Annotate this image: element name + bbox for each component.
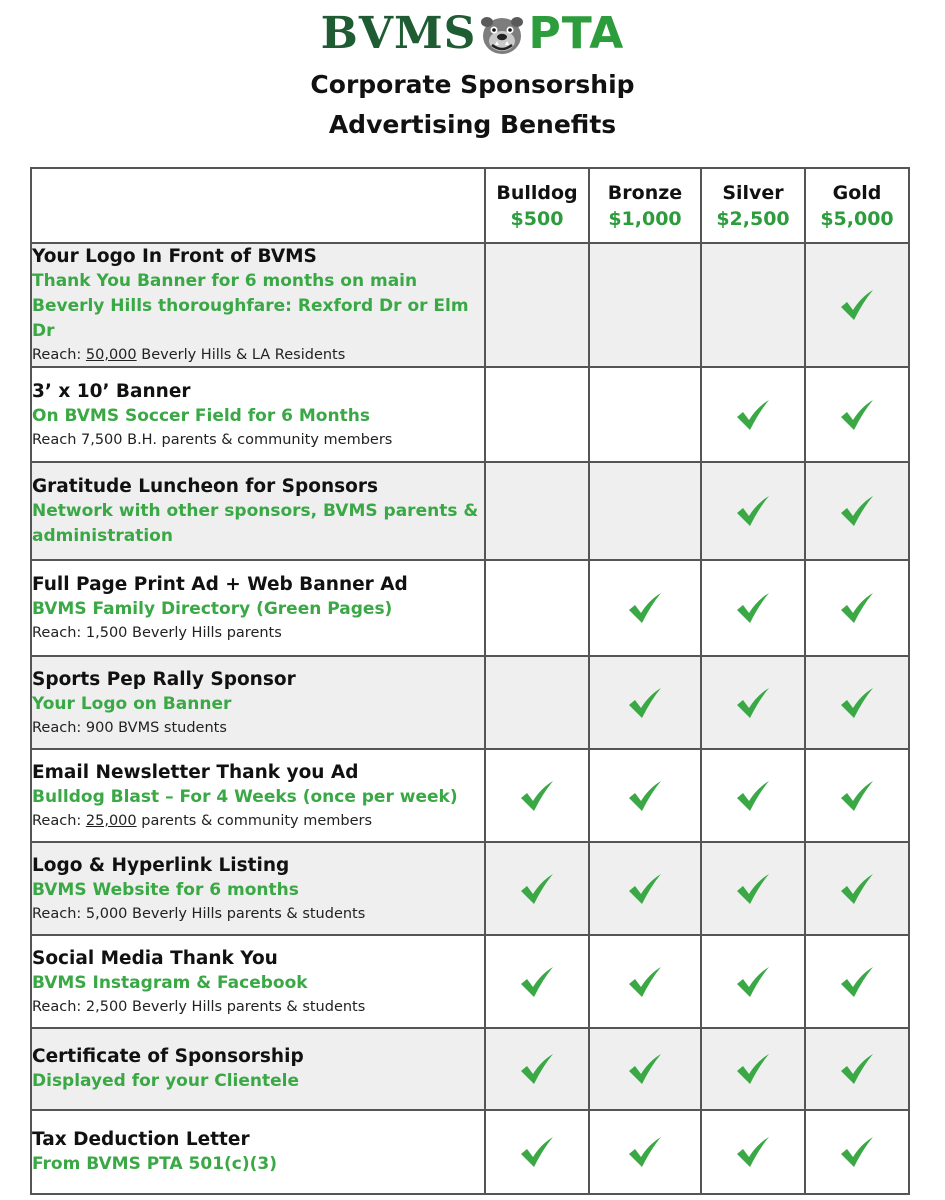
checkmark-icon	[626, 1052, 664, 1086]
tier-cell-bronze	[589, 462, 701, 560]
benefit-title: Your Logo In Front of BVMS	[32, 246, 317, 267]
tier-cell-bronze	[589, 1110, 701, 1194]
bulldog-icon	[478, 10, 526, 58]
benefit-cell	[31, 462, 485, 560]
tier-cell-bronze	[589, 560, 701, 656]
tier-name: Gold	[832, 181, 882, 204]
checkmark-icon	[838, 779, 876, 813]
reach-text: Reach: 1,500 Beverly Hills parents	[32, 625, 282, 641]
benefit-description: BVMS Website for 6 months	[32, 879, 299, 900]
tier-cell-bulldog	[485, 656, 589, 749]
tier-cell-bulldog	[485, 462, 589, 560]
tier-cell-silver	[701, 243, 805, 367]
checkmark-icon	[518, 1135, 556, 1169]
checkmark-icon	[734, 591, 772, 625]
checkmark-icon	[838, 1052, 876, 1086]
tier-price: $5,000	[820, 207, 894, 230]
reach-text: Reach:	[32, 347, 86, 363]
benefit-cell	[31, 367, 485, 462]
benefit-row	[31, 935, 909, 1028]
benefit-reach	[32, 903, 484, 925]
tier-cell-bronze	[589, 935, 701, 1028]
logo-text-pta: PTA	[528, 8, 625, 59]
benefit-title: Email Newsletter Thank you Ad	[32, 761, 359, 783]
checkmark-icon	[626, 591, 664, 625]
benefit-rows	[31, 243, 909, 1194]
tier-cell-bronze	[589, 842, 701, 935]
page-header	[0, 0, 945, 165]
tier-cell-bronze	[589, 243, 701, 367]
logo-text-bvms: BVMS	[320, 8, 477, 59]
benefit-cell	[31, 1110, 485, 1194]
checkmark-icon	[626, 965, 664, 999]
tier-cell-silver	[701, 935, 805, 1028]
benefit-cell	[31, 560, 485, 656]
blank-header-cell	[31, 168, 485, 243]
checkmark-icon	[734, 494, 772, 528]
tier-cell-bronze	[589, 1028, 701, 1110]
benefit-description: BVMS Instagram & Facebook	[32, 972, 308, 993]
reach-text: Reach: 900 BVMS students	[32, 719, 227, 736]
benefit-row	[31, 842, 909, 935]
benefit-row	[31, 749, 909, 842]
checkmark-icon	[838, 1135, 876, 1169]
tier-cell-gold	[805, 560, 909, 656]
tier-header-bronze	[589, 168, 701, 243]
checkmark-icon	[734, 872, 772, 906]
reach-text: Reach: 5,000 Beverly Hills parents & students	[32, 905, 366, 922]
tier-cell-gold	[805, 842, 909, 935]
benefit-title: Tax Deduction Letter	[32, 1129, 250, 1150]
tier-name: Bulldog	[496, 181, 578, 204]
tier-header-bulldog	[485, 168, 589, 243]
checkmark-icon	[518, 1052, 556, 1086]
checkmark-icon	[734, 1052, 772, 1086]
tier-cell-silver	[701, 1028, 805, 1110]
tier-cell-bulldog	[485, 842, 589, 935]
tier-cell-bulldog	[485, 1028, 589, 1110]
checkmark-icon	[518, 965, 556, 999]
benefit-description: Network with other sponsors, BVMS parents & administration	[32, 500, 479, 546]
benefit-cell	[31, 656, 485, 749]
benefit-title: Logo & Hyperlink Listing	[32, 854, 290, 876]
checkmark-icon	[838, 965, 876, 999]
reach-text: Reach:	[32, 812, 86, 829]
checkmark-icon	[734, 398, 772, 432]
tier-cell-gold	[805, 1110, 909, 1194]
sponsorship-table	[30, 167, 910, 1195]
benefit-description: BVMS Family Directory (Green Pages)	[32, 599, 393, 619]
checkmark-icon	[518, 779, 556, 813]
tier-header-gold	[805, 168, 909, 243]
checkmark-icon	[734, 686, 772, 720]
reach-text-suffix: parents & community members	[136, 812, 373, 829]
tier-price: $2,500	[716, 207, 790, 230]
tier-cell-gold	[805, 462, 909, 560]
reach-text: Reach: 2,500 Beverly Hills parents & students	[32, 998, 366, 1015]
benefit-cell	[31, 1028, 485, 1110]
checkmark-icon	[838, 591, 876, 625]
page-title-line2: Advertising Benefits	[328, 110, 617, 139]
tier-cell-bulldog	[485, 1110, 589, 1194]
benefit-reach	[32, 344, 484, 366]
tier-cell-silver	[701, 842, 805, 935]
tier-cell-bronze	[589, 367, 701, 462]
benefit-title: 3’ x 10’ Banner	[32, 380, 191, 402]
checkmark-icon	[734, 965, 772, 999]
benefit-cell	[31, 935, 485, 1028]
tier-cell-bronze	[589, 749, 701, 842]
checkmark-icon	[838, 288, 876, 322]
tier-cell-gold	[805, 243, 909, 367]
benefit-row	[31, 367, 909, 462]
benefit-description: Bulldog Blast – For 4 Weeks (once per week)	[32, 786, 458, 807]
benefit-reach	[32, 429, 484, 451]
benefit-row	[31, 462, 909, 560]
checkmark-icon	[838, 686, 876, 720]
tier-price: $1,000	[608, 207, 682, 230]
reach-number: 25,000	[85, 812, 137, 829]
tier-cell-bulldog	[485, 367, 589, 462]
checkmark-icon	[734, 779, 772, 813]
benefit-cell	[31, 842, 485, 935]
tier-cell-silver	[701, 749, 805, 842]
benefit-title: Gratitude Luncheon for Sponsors	[32, 475, 378, 497]
checkmark-icon	[626, 686, 664, 720]
checkmark-icon	[626, 779, 664, 813]
reach-number: 50,000	[85, 347, 137, 363]
benefit-row	[31, 656, 909, 749]
benefit-cell	[31, 243, 485, 367]
tier-header-row	[31, 168, 909, 243]
checkmark-icon	[626, 1135, 664, 1169]
tier-cell-silver	[701, 560, 805, 656]
bvms-pta-logo	[0, 6, 945, 62]
tier-price: $500	[510, 207, 564, 230]
benefit-row	[31, 243, 909, 367]
tier-cell-bulldog	[485, 243, 589, 367]
tier-name: Silver	[722, 181, 784, 204]
tier-cell-bulldog	[485, 749, 589, 842]
benefit-title: Social Media Thank You	[32, 947, 278, 969]
tier-cell-gold	[805, 656, 909, 749]
tier-name: Bronze	[607, 181, 683, 204]
benefit-cell	[31, 749, 485, 842]
tier-cell-gold	[805, 749, 909, 842]
benefit-row	[31, 1110, 909, 1194]
tier-cell-bronze	[589, 656, 701, 749]
benefit-description: From BVMS PTA 501(c)(3)	[32, 1154, 278, 1174]
tier-cell-silver	[701, 656, 805, 749]
benefit-title: Sports Pep Rally Sponsor	[32, 668, 296, 690]
checkmark-icon	[838, 872, 876, 906]
benefit-description: Your Logo on Banner	[32, 693, 232, 714]
tier-cell-gold	[805, 1028, 909, 1110]
checkmark-icon	[626, 872, 664, 906]
checkmark-icon	[734, 1135, 772, 1169]
reach-text-suffix: Beverly Hills & LA Residents	[136, 347, 346, 363]
benefit-description: On BVMS Soccer Field for 6 Months	[32, 405, 370, 426]
benefit-row	[31, 560, 909, 656]
benefit-reach	[32, 717, 484, 739]
tier-cell-gold	[805, 367, 909, 462]
page-title-line1: Corporate Sponsorship	[310, 70, 635, 99]
benefit-title: Full Page Print Ad + Web Banner Ad	[32, 574, 408, 595]
tier-cell-bulldog	[485, 560, 589, 656]
tier-cell-bulldog	[485, 935, 589, 1028]
benefit-reach	[32, 996, 484, 1018]
checkmark-icon	[838, 494, 876, 528]
benefit-reach	[32, 622, 484, 644]
benefit-description: Displayed for your Clientele	[32, 1071, 300, 1091]
tier-cell-gold	[805, 935, 909, 1028]
checkmark-icon	[518, 872, 556, 906]
checkmark-icon	[838, 398, 876, 432]
benefit-description: Thank You Banner for 6 months on main Beverly Hills thoroughfare: Rexford Dr or Elm Dr	[32, 271, 469, 341]
tier-header-silver	[701, 168, 805, 243]
tier-cell-silver	[701, 462, 805, 560]
benefit-reach	[32, 810, 484, 832]
tier-cell-silver	[701, 1110, 805, 1194]
tier-cell-silver	[701, 367, 805, 462]
reach-text: Reach 7,500 B.H. parents & community members	[32, 431, 393, 448]
benefit-title: Certificate of Sponsorship	[32, 1046, 304, 1067]
benefit-row	[31, 1028, 909, 1110]
